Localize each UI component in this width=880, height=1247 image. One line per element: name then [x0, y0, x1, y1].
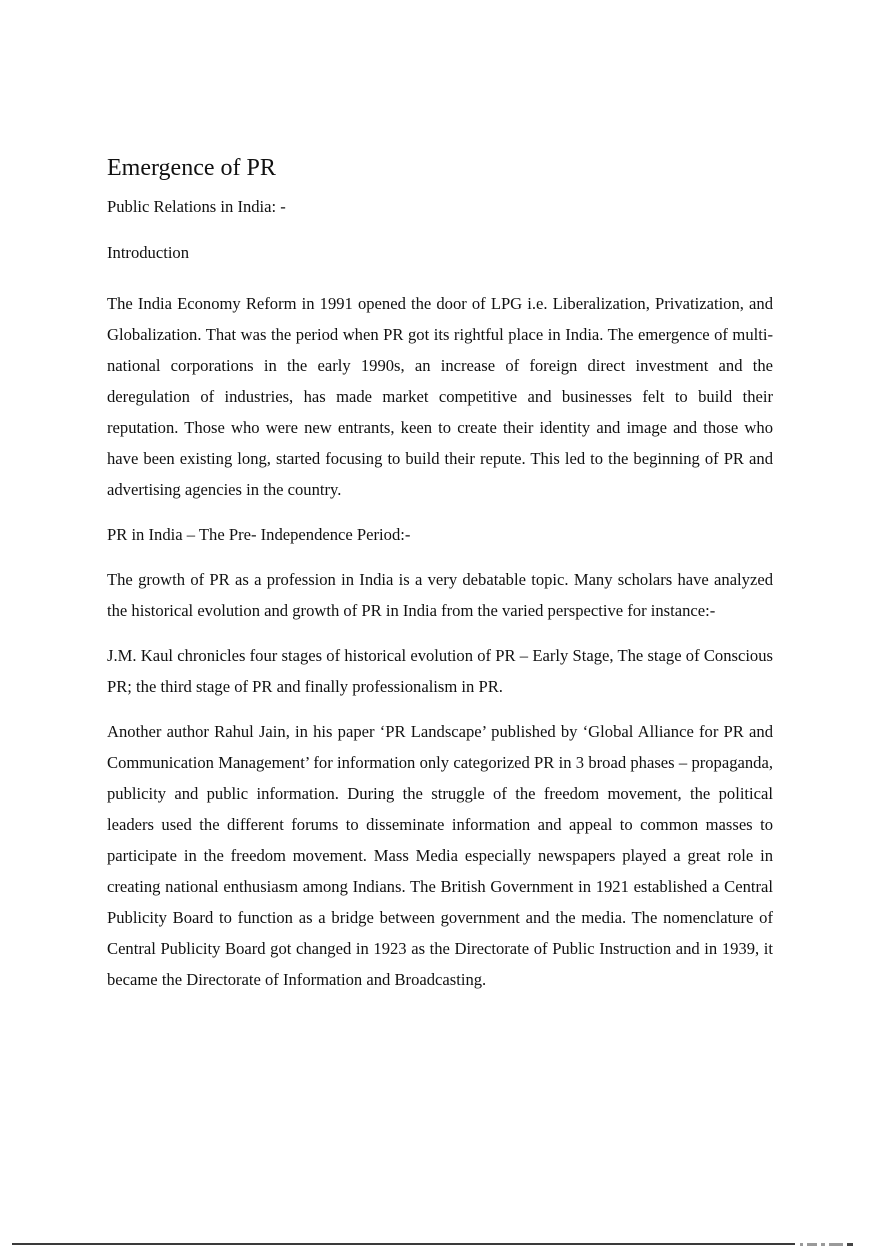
footer-fragment-mark [821, 1243, 825, 1246]
footer-fragment-mark [807, 1243, 817, 1246]
footer-fragment [800, 1242, 870, 1246]
document-title: Emergence of PR [107, 155, 276, 181]
document-subtitle: Public Relations in India: - [107, 197, 286, 216]
section-heading-introduction: Introduction [107, 243, 190, 262]
footer-fragment-mark [800, 1243, 803, 1246]
paragraph-rahul-jain: Another author Rahul Jain, in his paper ‘PR Landscape’ published by ‘Global Alliance for PR and Communication Management’ for information only categorized PR in 3 broad phases – propaganda, publicity and public information. During the struggle of the freedom movement, the political leaders used the different forums to disseminate information and appeal to common masses to participate in the freedom movement. Mass Media especially newspapers played a great role in creating national enthusiasm among Indians. The British Government in 1921 established a Central Publicity Board to function as a bridge between government and the media. The nomenclature of Central Publicity Board got changed in 1923 as the Directorate of Public Instruction and in 1939, it became the Directorate of Information and Broadcasting. [107, 722, 773, 989]
paragraph-lpg-reform: The India Economy Reform in 1991 opened the door of LPG i.e. Liberalization, Privatization, and Globalization. That was the period when PR got its rightful place in India. The emergence of multi-national corporations in the early 1990s, an increase of foreign direct investment and the deregulation of industries, has made market competitive and businesses felt to build their reputation. Those who were new entrants, keen to create their identity and image and those who have been existing long, started focusing to build their repute. This led to the beginning of PR and advertising agencies in the country. [107, 294, 773, 499]
page-bottom-rule [12, 1243, 795, 1245]
footer-fragment-mark [829, 1243, 843, 1246]
paragraph-growth-of-pr: The growth of PR as a profession in India is a very debatable topic. Many scholars have analyzed the historical evolution and growth of PR in India from the varied perspective for instance:- [107, 570, 773, 620]
document-content [107, 152, 773, 1009]
footer-fragment-mark [847, 1243, 853, 1246]
section-heading-pre-independence: PR in India – The Pre- Independence Period:- [107, 525, 411, 544]
paragraph-jm-kaul: J.M. Kaul chronicles four stages of historical evolution of PR – Early Stage, The stage of Conscious PR; the third stage of PR and finally professionalism in PR. [107, 646, 773, 696]
